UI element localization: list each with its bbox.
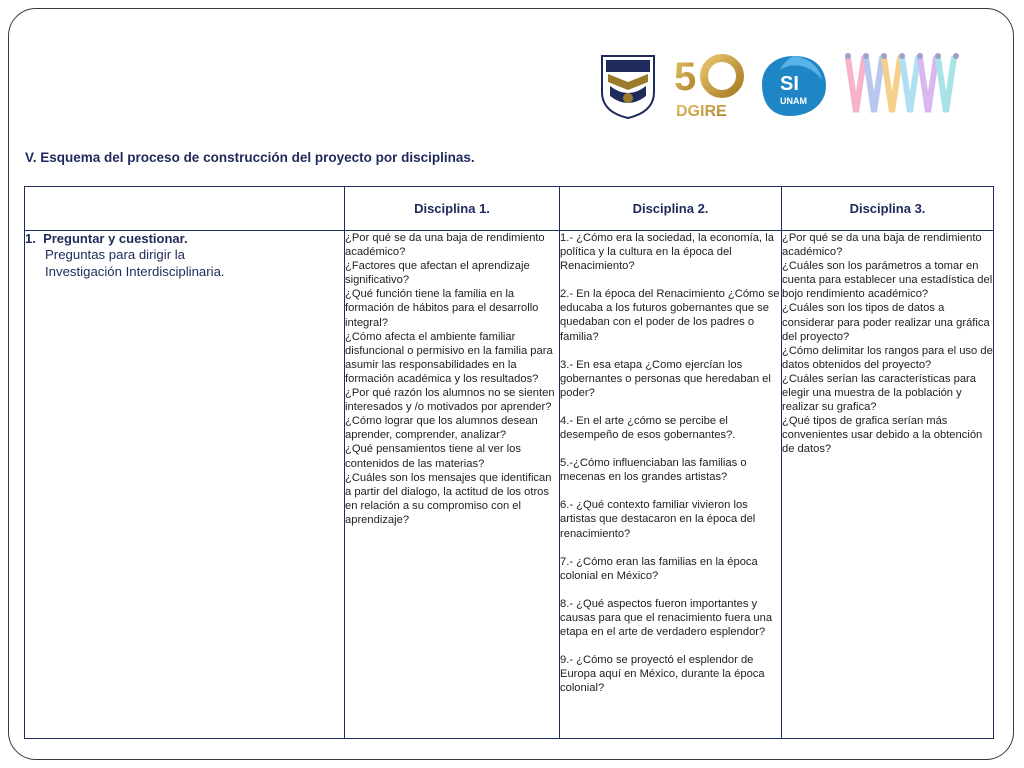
stage-subtitle-line1: Preguntas para dirigir la <box>45 247 186 262</box>
header-disciplina-1: Disciplina 1. <box>345 187 560 231</box>
si-unam-logo <box>760 54 828 118</box>
wave-logo <box>842 50 966 120</box>
header-empty <box>25 187 345 231</box>
list-item: 6.- ¿Qué contexto familiar vivieron los artistas que destacaron en la época del renacimiento? <box>560 499 756 540</box>
list-item: 1.- ¿Cómo era la sociedad, la economía, la política y la cultura en la época del Renacimiento? <box>560 232 774 273</box>
header-row <box>25 187 994 231</box>
stage-title: Preguntar y cuestionar. <box>43 231 188 246</box>
stage-subtitle-line2: Investigación Interdisciplinaria. <box>45 264 225 279</box>
disciplina-2-questions <box>560 231 782 739</box>
slide-title: V. Esquema del proceso de construcción del proyecto por disciplinas. <box>25 150 475 165</box>
disciplina-3-questions <box>782 231 994 739</box>
svg-text:5: 5 <box>674 55 697 99</box>
list-item: 3.- En esa etapa ¿Como ejercían los gobernantes o personas que heredaban el poder? <box>560 358 771 399</box>
unam-shield-logo <box>598 52 658 120</box>
svg-text:SI: SI <box>780 73 799 95</box>
table-row <box>25 231 994 739</box>
svg-text:DGIRE: DGIRE <box>676 103 727 120</box>
stage-number: 1. <box>25 231 36 246</box>
disciplina-1-questions <box>345 231 560 739</box>
question-list: ¿Por qué se da una baja de rendimiento académico? ¿Cuáles son los parámetros a tomar en cuenta para establecer una estadística del bojo rendimiento académico? ¿Cuáles son los tipos de datos a considerar para poder realizar una gráfica del proyecto? ¿Cómo delimitar los rangos para el uso de datos obtenidos del proyecto? ¿Cuáles serían las características para elegir una muestra de la población y realizar su grafica? ¿Qué tipos de grafica serían más convenientes usar debido a la obtención de datos? <box>782 232 993 456</box>
list-item: 8.- ¿Qué aspectos fueron importantes y causas para que el renacimiento fuera una etapa en el arte de verdadero esplendor? <box>560 597 773 638</box>
list-item: 2.- En la época del Renacimiento ¿Cómo se educaba a los futuros gobernantes que se quedaban con el poder de los padres o familia? <box>560 288 780 343</box>
header-disciplina-3: Disciplina 3. <box>782 187 994 231</box>
list-item: 7.- ¿Cómo eran las familias en la época colonial en México? <box>560 555 758 582</box>
discipline-table <box>24 186 994 739</box>
list-item: 9.- ¿Cómo se proyectó el esplendor de Europa aquí en México, durante la época colonial? <box>560 654 765 695</box>
stage-cell <box>25 231 345 739</box>
header-disciplina-2: Disciplina 2. <box>560 187 782 231</box>
question-list: ¿Por qué se da una baja de rendimiento académico? ¿Factores que afectan el aprendizaje significativo? ¿Qué función tiene la familia en la formación de hábitos para el desarrollo integral? ¿Cómo afecta el ambiente familiar disfuncional o permisivo en la familia para asumir las responsabilidades en la formación académica y los resultados? ¿Por qué razón los alumnos no se sienten interesados y /o motivados por aprender? ¿Cómo lograr que los alumnos desean aprender, comprender, analizar? ¿Qué pensamientos tiene al ver los contenidos de las materias? ¿Cuáles son los mensajes que identifican a partir del dialogo, la actitud de los otros en relación a su compromiso con el aprendizaje? <box>345 232 555 526</box>
dgire-50-logo <box>672 50 748 120</box>
list-item: 4.- En el arte ¿cómo se percibe el desempeño de esos gobernantes?. <box>560 414 736 442</box>
svg-text:UNAM: UNAM <box>780 96 807 106</box>
list-item: 5.-¿Cómo influenciaban las familias o mecenas en los grandes artistas? <box>560 457 747 484</box>
stage-heading <box>25 231 344 246</box>
